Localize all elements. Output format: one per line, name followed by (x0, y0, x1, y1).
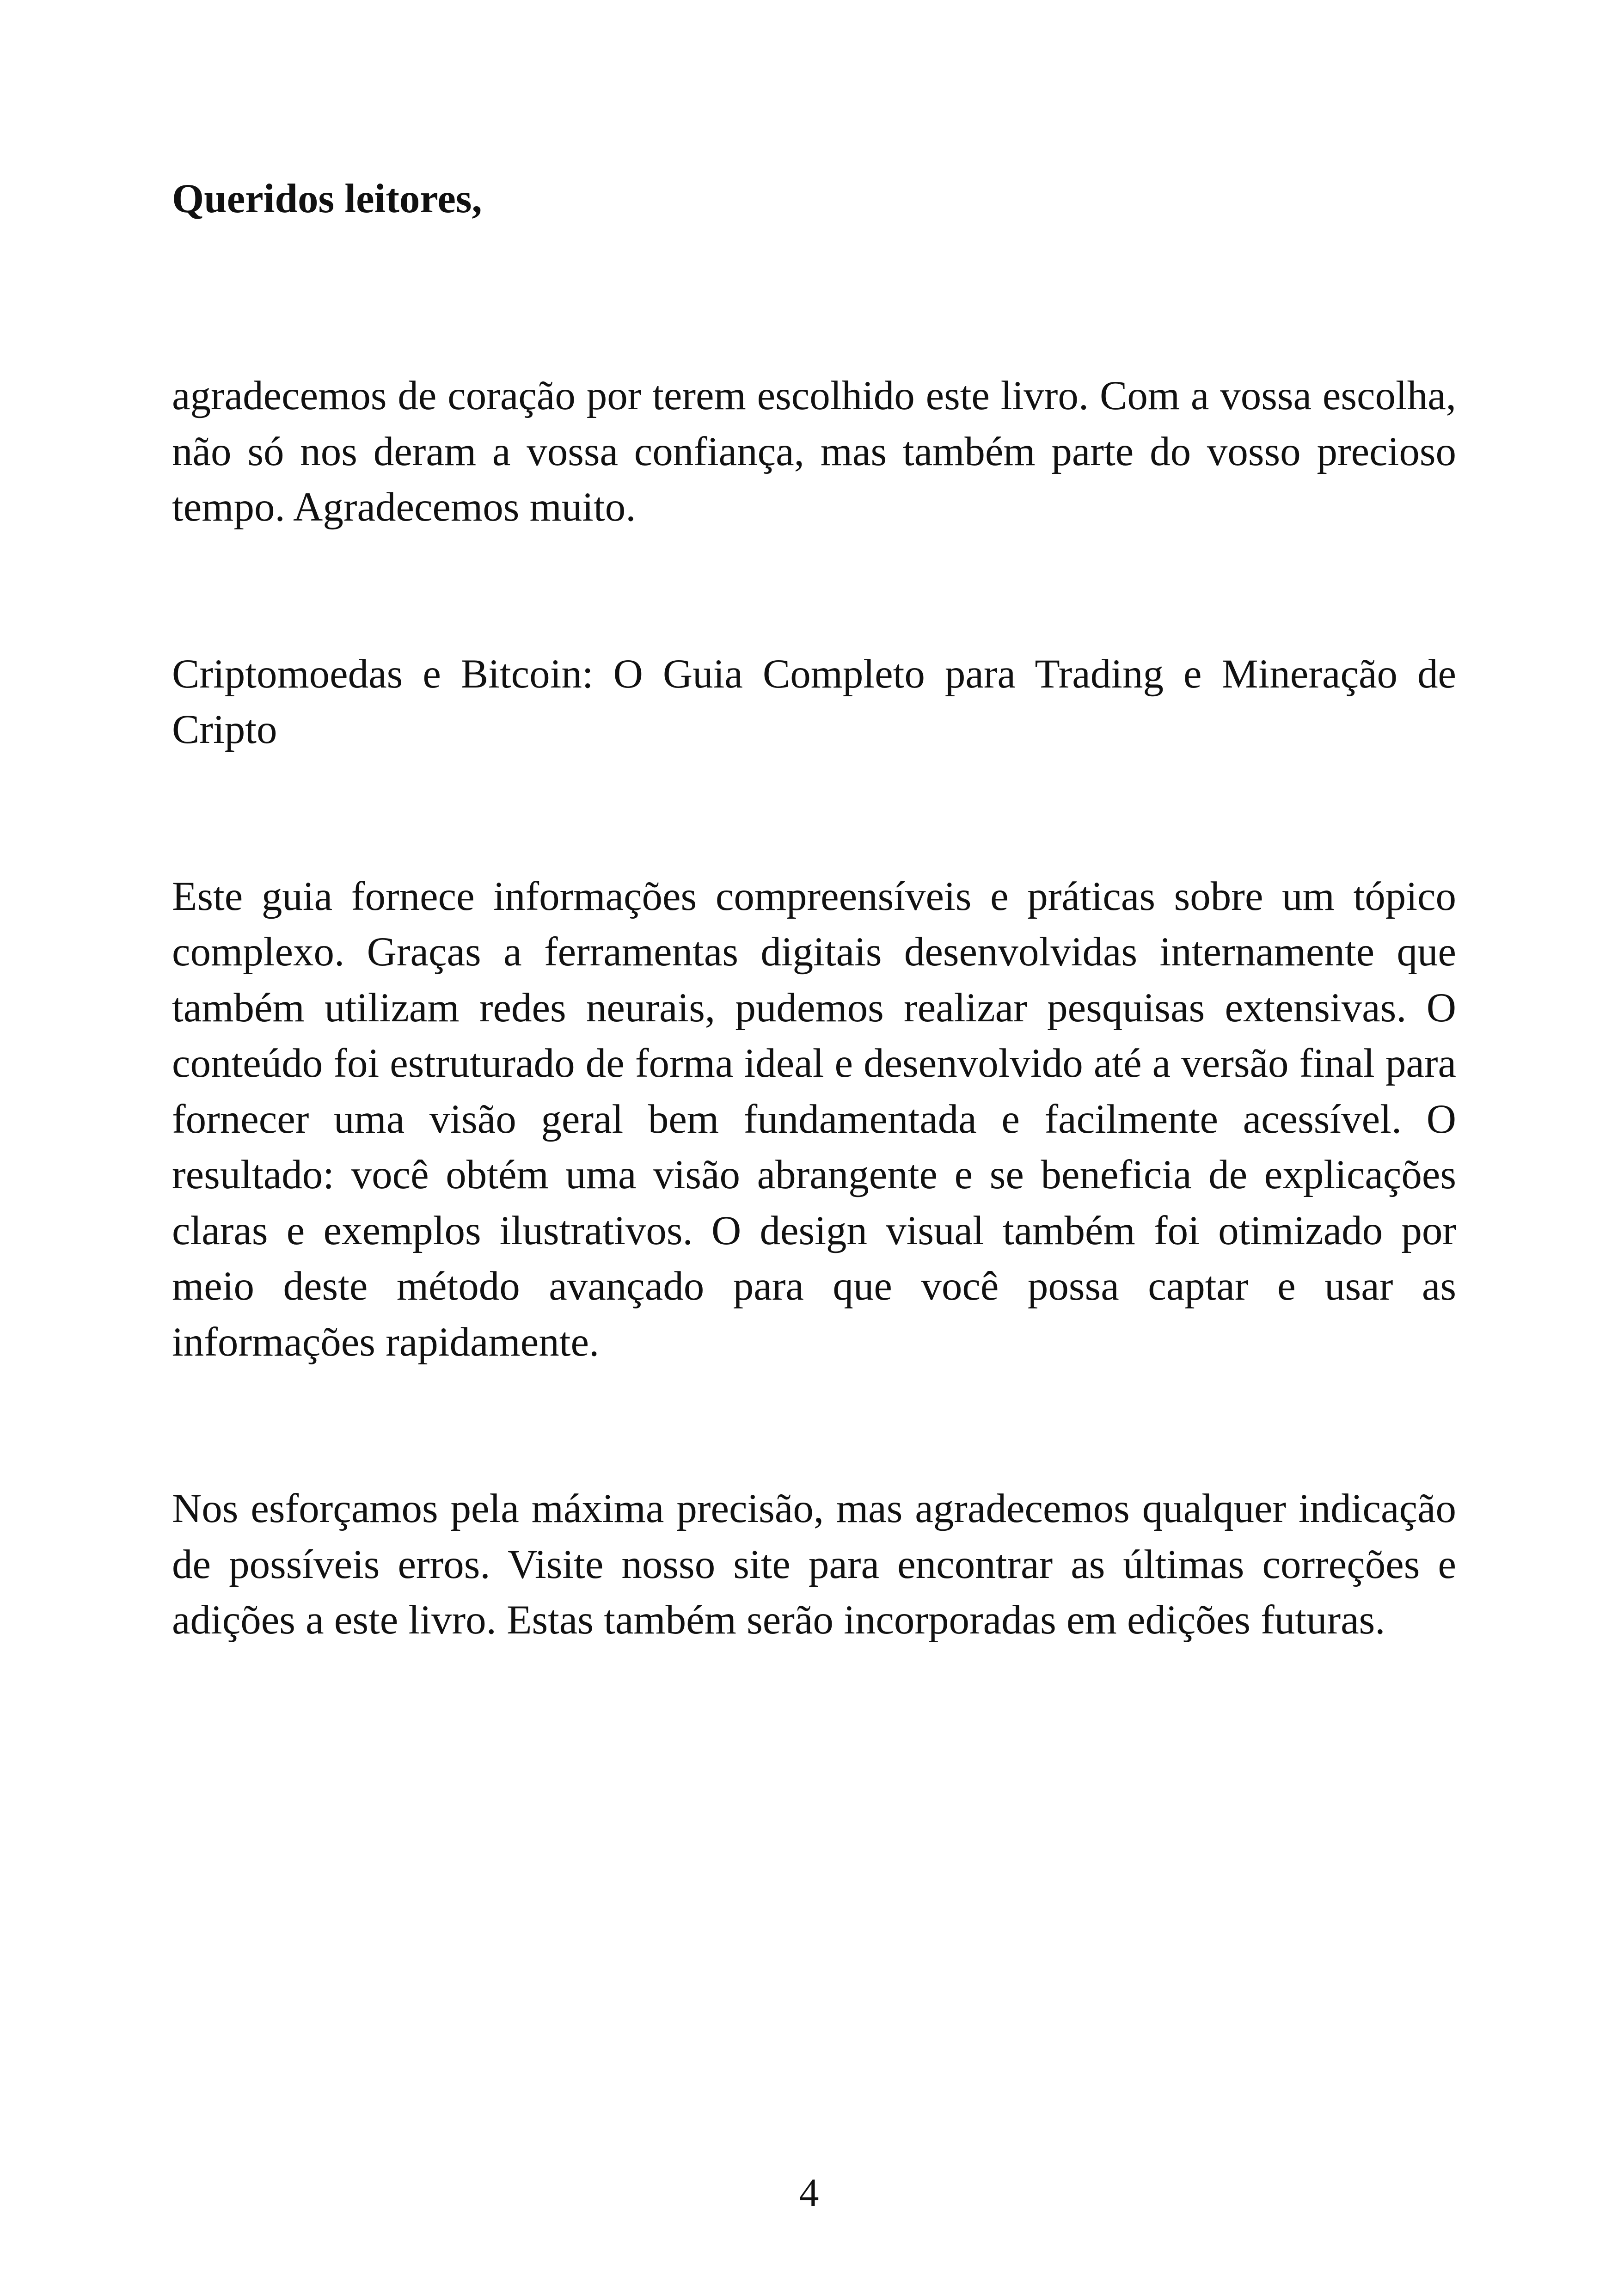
letter-greeting: Queridos leitores, (172, 176, 482, 221)
page-content (172, 171, 1456, 1759)
paragraph-thanks: agradecemos de coração por terem escolhido este livro. Com a vossa escolha, não só nos deram a vossa confiança, mas também parte do vosso precioso tempo. Agradecemos muito. (172, 373, 1456, 530)
paragraph-errata-note: Nos esforçamos pela máxima precisão, mas agradecemos qualquer indicação de possíveis erros. Visite nosso site para encontrar as últimas correções e adições a este livro. Estas também serão incorporadas em edições futuras. (172, 1486, 1456, 1643)
page-number: 4 (799, 2170, 819, 2215)
paragraph-guide-description: Este guia fornece informações compreensíveis e práticas sobre um tópico complexo. Graças a ferramentas digitais desenvolvidas internamente que também utilizam redes neurais, pudemos realizar pesquisas extensivas. O conteúdo foi estruturado de forma ideal e desenvolvido até a versão final para fornecer uma visão geral bem fundamentada e facilmente acessível. O resultado: você obtém uma visão abrangente e se beneficia de explicações claras e exemplos ilustrativos. O design visual também foi otimizado por meio deste método avançado para que você possa captar e usar as informações rapidamente. (172, 873, 1456, 1365)
paragraph-book-title: Criptomoedas e Bitcoin: O Guia Completo para Trading e Mineração de Cripto (172, 651, 1456, 752)
